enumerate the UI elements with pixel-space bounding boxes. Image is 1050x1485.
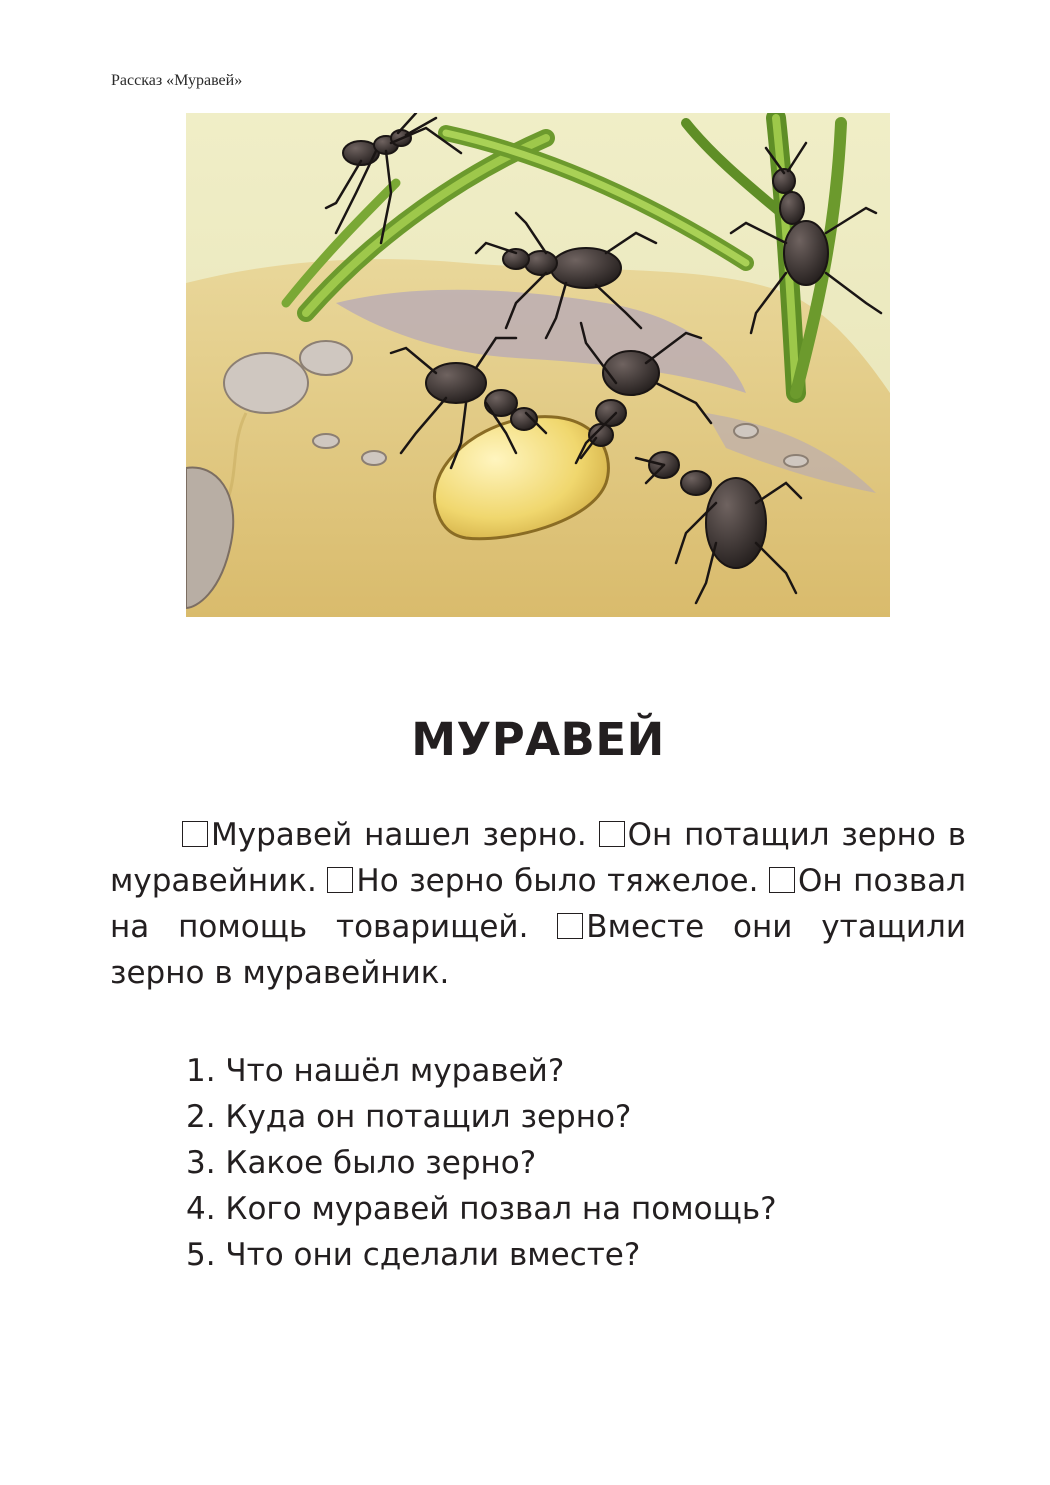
story-sentence: Он позвал на помощь товарищей.	[110, 863, 966, 945]
sentence-checkbox[interactable]	[327, 867, 353, 893]
running-title: Рассказ «Муравей»	[111, 72, 243, 89]
sentence-checkbox[interactable]	[769, 867, 795, 893]
story-title: МУРАВЕЙ	[411, 713, 665, 766]
question-item: 2. Куда он потащил зерно?	[186, 1099, 632, 1135]
question-item: 1. Что нашёл муравей?	[186, 1053, 565, 1089]
question-item: 5. Что они сделали вместе?	[186, 1237, 641, 1273]
story-sentence: Муравей нашел зерно.	[211, 817, 587, 853]
sentence-checkbox[interactable]	[599, 821, 625, 847]
sentence-checkbox[interactable]	[182, 821, 208, 847]
question-item: 4. Кого муравей позвал на помощь?	[186, 1191, 777, 1227]
questions-list	[186, 1048, 777, 1278]
story-sentence: Вместе они утащили зерно в муравейник.	[110, 909, 966, 991]
story-text	[110, 812, 966, 996]
ants-illustration	[186, 113, 890, 617]
story-sentence: Он потащил зерно в муравейник.	[110, 817, 966, 899]
question-item: 3. Какое было зерно?	[186, 1145, 537, 1181]
story-sentence: Но зерно было тяжелое.	[356, 863, 759, 899]
sentence-checkbox[interactable]	[557, 913, 583, 939]
